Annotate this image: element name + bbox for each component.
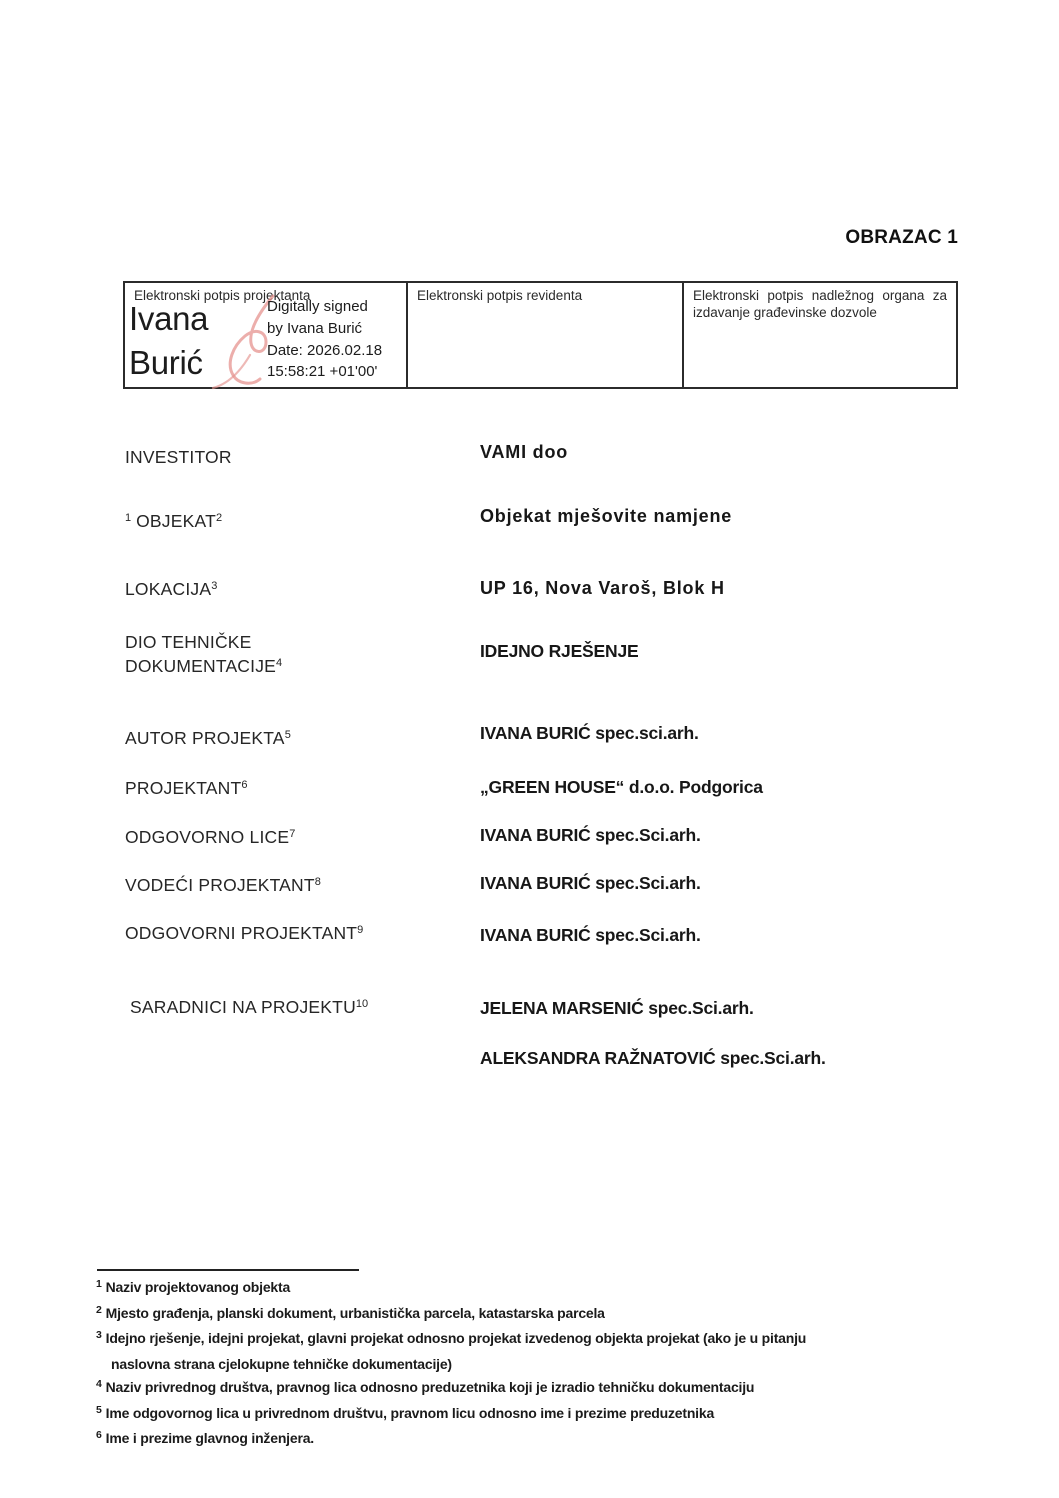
- signer-name: [129, 297, 208, 385]
- footnote-ref: 7: [289, 828, 296, 840]
- footnote-5: [96, 1402, 926, 1428]
- signature-table: [123, 281, 958, 389]
- footnote-number: 1: [96, 1278, 102, 1290]
- signature-detail-line: Digitally signed: [267, 298, 368, 315]
- footnote-3: [96, 1327, 926, 1353]
- signature-cell-projektant: [125, 283, 406, 387]
- footnote-ref: 10: [355, 998, 369, 1010]
- footnote-number: 3: [96, 1329, 102, 1341]
- field-label-text: ODGOVORNO LICE: [125, 827, 290, 847]
- field-label-text: DIO TEHNIČKE: [125, 632, 252, 652]
- field-label-lokacija: [125, 579, 217, 600]
- signer-name-line1: Ivana: [129, 300, 209, 337]
- signature-cell-revident-header: Elektronski potpis revidenta: [417, 288, 583, 303]
- signature-details: [267, 296, 403, 383]
- signature-detail-line: Date: 2026.02.18: [267, 341, 383, 359]
- footnote-text: naslovna strana cjelokupne tehničke dokumentacije): [111, 1355, 452, 1372]
- field-label-text: OBJEKAT: [136, 511, 216, 531]
- field-label-odgovorno-lice: [125, 827, 295, 848]
- footnote-number: 5: [96, 1403, 102, 1416]
- field-value-projektant: „GREEN HOUSE“ d.o.o. Podgorica: [480, 777, 763, 797]
- field-value-lokacija: UP 16, Nova Varoš, Blok H: [480, 578, 725, 598]
- field-label-text: LOKACIJA: [125, 579, 212, 599]
- signature-cell-organ: [682, 283, 956, 387]
- field-value-odgovorni-projektant: IVANA BURIĆ spec.Sci.arh.: [480, 925, 701, 945]
- field-label-odgovorni-projektant: [125, 923, 363, 944]
- field-label-text: DOKUMENTACIJE: [125, 656, 277, 676]
- footnote-ref: 3: [211, 580, 218, 592]
- footnote-text: Idejno rješenje, idejni projekat, glavni projekat odnosno projekat izvedenog objekta projekat (ako je u pitanju: [105, 1330, 807, 1346]
- field-label-investitor: [125, 447, 232, 468]
- signature-detail-line: 15:58:21 +01'00': [267, 363, 378, 381]
- footnote-separator-line: [97, 1269, 359, 1271]
- field-value-investitor: VAMI doo: [480, 442, 569, 462]
- footnote-number: 2: [96, 1303, 102, 1316]
- footnote-text: Naziv privrednog društva, pravnog lica odnosno preduzetnika koji je izradio tehničku dokumentaciju: [105, 1379, 755, 1395]
- field-value-vodeci-projektant: IVANA BURIĆ spec.Sci.arh.: [480, 873, 701, 893]
- field-label-autor-projekta: [125, 728, 291, 749]
- field-label-text: VODEĆI PROJEKTANT: [125, 875, 315, 895]
- footnote-ref: 9: [357, 924, 364, 936]
- signature-cell-projektant-header: Elektronski potpis projektanta: [134, 288, 311, 303]
- footnote-2: [96, 1302, 926, 1328]
- field-value-autor-projekta: IVANA BURIĆ spec.sci.arh.: [480, 723, 699, 743]
- footnote-text: Ime i prezime glavnog inženjera.: [105, 1430, 314, 1446]
- field-label-text: SARADNICI NA PROJEKTU: [130, 997, 356, 1017]
- page-title: OBRAZAC 1: [845, 227, 958, 248]
- field-label-text: ODGOVORNI PROJEKTANT: [125, 923, 358, 943]
- footnotes-section: [96, 1276, 926, 1453]
- footnote-number: 4: [96, 1378, 102, 1390]
- field-value-odgovorno-lice: IVANA BURIĆ spec.Sci.arh.: [480, 825, 701, 845]
- field-value-objekat: Objekat mješovite namjene: [480, 506, 733, 526]
- signature-detail-line: by Ivana Burić: [267, 319, 363, 337]
- signature-cell-organ-header: Elektronski potpis nadležnog organa za izdavanje građevinske dozvole: [693, 288, 947, 320]
- signer-name-line2: Burić: [129, 344, 203, 381]
- field-value-saradnik-1: JELENA MARSENIĆ spec.Sci.arh.: [480, 998, 754, 1018]
- footnote-3-continued: [96, 1353, 926, 1377]
- footnote-text: Mjesto građenja, planski dokument, urbanistička parcela, katastarska parcela: [105, 1304, 605, 1321]
- footnote-6: [96, 1427, 926, 1453]
- field-label-projektant: [125, 778, 248, 799]
- footnote-ref: 6: [241, 779, 248, 791]
- footnote-number: 6: [96, 1429, 102, 1441]
- field-label-vodeci-projektant: [125, 875, 321, 896]
- signature-cell-revident: [406, 283, 682, 387]
- footnote-ref: 4: [276, 657, 283, 669]
- field-label-text: AUTOR PROJEKTA: [125, 728, 285, 748]
- footnote-ref: 2: [215, 512, 223, 524]
- field-label-objekat: [125, 511, 222, 532]
- footnote-text: Naziv projektovanog objekta: [105, 1279, 291, 1295]
- field-label-dio-tehnicke-dokumentacije: [125, 630, 282, 681]
- footnote-ref: 8: [314, 876, 321, 888]
- field-value-saradnik-2: ALEKSANDRA RAŽNATOVIĆ spec.Sci.arh.: [480, 1048, 826, 1068]
- field-label-saradnici-na-projektu: [130, 997, 368, 1018]
- field-label-text: PROJEKTANT: [125, 778, 242, 798]
- field-value-dio-tehnicke-dokumentacije: IDEJNO RJEŠENJE: [480, 641, 639, 661]
- footnote-1: [96, 1276, 926, 1302]
- footnote-ref: 1: [125, 512, 132, 524]
- footnote-ref: 5: [284, 729, 291, 741]
- field-label-text: INVESTITOR: [125, 447, 232, 467]
- footnote-4: [96, 1376, 926, 1402]
- footnote-text: Ime odgovornog lica u privrednom društvu, pravnom licu odnosno ime i prezime preduzetnika: [105, 1404, 715, 1421]
